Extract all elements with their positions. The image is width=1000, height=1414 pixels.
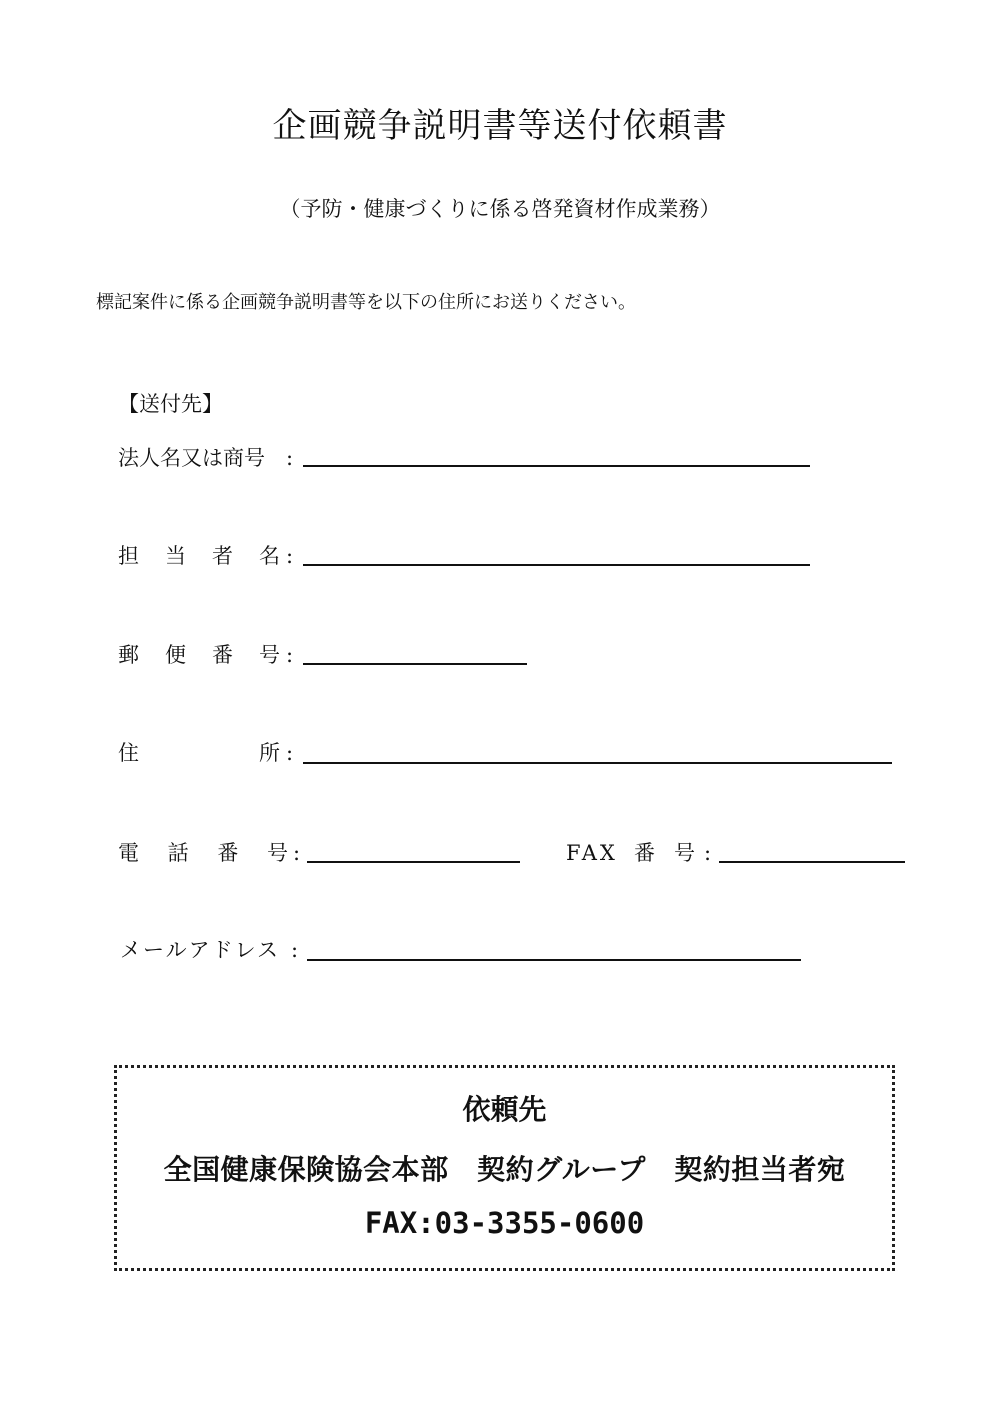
label-char: 担: [118, 544, 139, 568]
label-char: 郵: [118, 643, 139, 667]
label-char: 番: [212, 643, 233, 667]
label-char: 便: [165, 643, 186, 667]
request-heading: 依頼先: [462, 1093, 547, 1126]
label-char: 号: [674, 841, 698, 865]
label-char: FAX: [566, 841, 618, 865]
document-title: 企画競争説明書等送付依頼書: [272, 106, 728, 146]
fax-field[interactable]: [719, 861, 905, 863]
label-char: 住: [118, 741, 139, 765]
label-char: 番: [633, 841, 658, 865]
label-char: 号: [259, 643, 280, 667]
label-char: 番: [217, 841, 239, 865]
request-fax-number: FAX:03-3355-0600: [364, 1206, 645, 1240]
corp-name-field[interactable]: [303, 465, 810, 467]
label-char: 者: [212, 544, 233, 568]
label-char: 号: [266, 841, 288, 865]
fax-label: [566, 838, 698, 868]
fax-colon: :: [704, 841, 712, 865]
postal-code-field[interactable]: [303, 663, 527, 665]
label-char: 電: [118, 841, 139, 865]
postal-code-label: [118, 640, 280, 670]
phone-field[interactable]: [307, 861, 520, 863]
address-colon: :: [286, 741, 294, 765]
request-organization: 全国健康保険協会本部 契約グループ 契約担当者宛: [163, 1153, 846, 1186]
label-char: 所: [259, 741, 280, 765]
phone-label: [118, 838, 288, 868]
request-destination-box: [114, 1065, 895, 1271]
address-label: [118, 738, 280, 768]
corp-name-label: 法人名又は商号: [118, 446, 265, 470]
label-char: 当: [165, 544, 186, 568]
phone-colon: :: [293, 841, 301, 865]
contact-name-colon: :: [286, 544, 294, 568]
address-field[interactable]: [303, 762, 892, 764]
email-field[interactable]: [307, 959, 801, 961]
contact-name-label: [118, 541, 280, 571]
email-label: メールアドレス: [120, 938, 280, 962]
intro-text: 標記案件に係る企画競争説明書等を以下の住所にお送りください。: [96, 292, 636, 313]
section-label-destination: 【送付先】: [118, 392, 223, 416]
corp-name-colon: :: [286, 446, 294, 470]
label-char: 名: [259, 544, 280, 568]
contact-name-field[interactable]: [303, 564, 810, 566]
postal-code-colon: :: [286, 643, 294, 667]
email-colon: :: [291, 938, 299, 962]
label-char: 話: [167, 841, 189, 865]
document-subtitle: （予防・健康づくりに係る啓発資材作成業務）: [279, 197, 721, 221]
